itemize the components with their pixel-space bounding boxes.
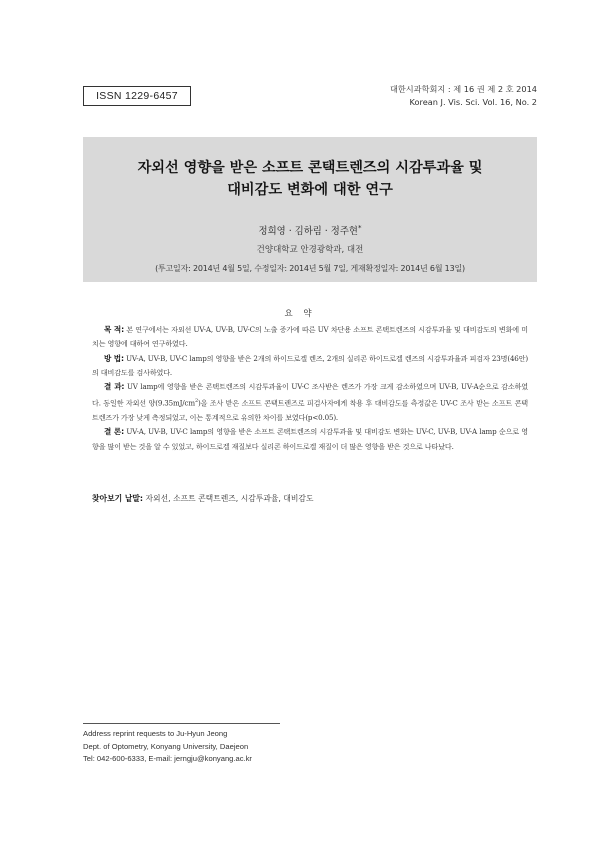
issn-number: ISSN 1229-6457 bbox=[96, 90, 178, 102]
title-line-1: 자외선 영향을 받은 소프트 콘택트렌즈의 시감투과율 및 bbox=[137, 160, 483, 176]
journal-line-english: Korean J. Vis. Sci. Vol. 16, No. 2 bbox=[409, 97, 537, 107]
title-band bbox=[83, 137, 537, 282]
footnote-divider bbox=[83, 723, 280, 724]
conclusion-text: UV-A, UV-B, UV-C lamp의 영향을 받은 소프트 콘택트렌즈의 시감투과율 및 대비감도 변화는 UV-C, UV-B, UV-A lamp 순으로 영향을 많이 받는 것을 알 수 있었고, 하이드로겔 재질보다 실리콘 하이드로겔 재질이 더 많은 영향을 받은 것으로 나타났다. bbox=[92, 427, 528, 451]
footnote-line-3: Tel: 042-600-6333, E-mail: jerngju@konyang.ac.kr bbox=[83, 754, 252, 764]
author-names: 정희영 · 김하림 · 정주현 bbox=[258, 226, 358, 237]
purpose-text: 본 연구에서는 자외선 UV-A, UV-B, UV-C의 노출 증가에 따른 UV 차단용 소프트 콘택트렌즈의 시감투과율 및 대비감도의 변화에 미치는 영향에 대하여 연구하였다. bbox=[92, 325, 528, 349]
results-text-a: UV lamp에 영향을 받은 콘택트렌즈의 시감투과율이 UV-C 조사받은 렌즈가 가장 크게 감소하였으며 UV-B, UV-A순으로 감소하였다. 동일한 자외선 양(9.35mJ/cm bbox=[92, 382, 528, 408]
paper-title bbox=[83, 157, 537, 201]
journal-line-korean: 대한시과학회지 : 제 16 권 제 2 호 2014 bbox=[389, 84, 537, 94]
title-line-2: 대비감도 변화에 대한 연구 bbox=[227, 182, 393, 198]
conclusion-label: 결 론: bbox=[104, 427, 124, 437]
footnote bbox=[83, 728, 252, 766]
purpose-label: 목 적: bbox=[104, 325, 124, 334]
corresponding-mark: * bbox=[357, 223, 362, 232]
methods-text: UV-A, UV-B, UV-C lamp의 영향을 받은 2개의 하이드로겔 렌즈, 2개의 실리콘 하이드로겔 렌즈의 시감투과율과 피검자 23명(46안)의 대비감도를 검사하였다. bbox=[92, 353, 528, 377]
results-text-b: )을 조사 받은 소프트 콘택트렌즈로 피검사자에게 착용 후 대비감도를 측정값은 UV-C 조사 받는 소프트 콘택트렌즈가 가장 낮게 측정되었고, 이는 통계적으로 유의한 차이를 보였다(p<0.05). bbox=[92, 398, 528, 423]
methods-label: 방 법: bbox=[104, 353, 124, 363]
issn-box bbox=[83, 86, 191, 106]
results-superscript: 2 bbox=[194, 398, 198, 405]
keywords-label: 찾아보기 낱말: bbox=[92, 494, 144, 503]
affiliation: 건양대학교 안경광학과, 대전 bbox=[256, 245, 364, 255]
abstract-heading: 요 약 bbox=[284, 309, 316, 319]
footnote-line-1: Address reprint requests to Ju-Hyun Jeong bbox=[83, 729, 228, 738]
abstract-purpose bbox=[92, 323, 528, 352]
submission-dates: (투고일자: 2014년 4월 5일, 수정일자: 2014년 5월 7일, 게재확정일자: 2014년 6월 13일) bbox=[155, 264, 465, 273]
journal-info bbox=[390, 83, 537, 109]
keywords-text: 자외선, 소프트 콘택트렌즈, 시감투과율, 대비감도 bbox=[145, 494, 314, 503]
results-label: 결 과: bbox=[104, 382, 125, 392]
abstract-results bbox=[92, 380, 528, 425]
abstract-conclusion bbox=[92, 425, 528, 454]
abstract-body bbox=[92, 323, 528, 454]
footnote-line-2: Dept. of Optometry, Konyang University, Daejeon bbox=[83, 741, 249, 751]
keywords bbox=[92, 493, 528, 504]
author-list bbox=[83, 223, 537, 237]
abstract-methods bbox=[92, 352, 528, 381]
